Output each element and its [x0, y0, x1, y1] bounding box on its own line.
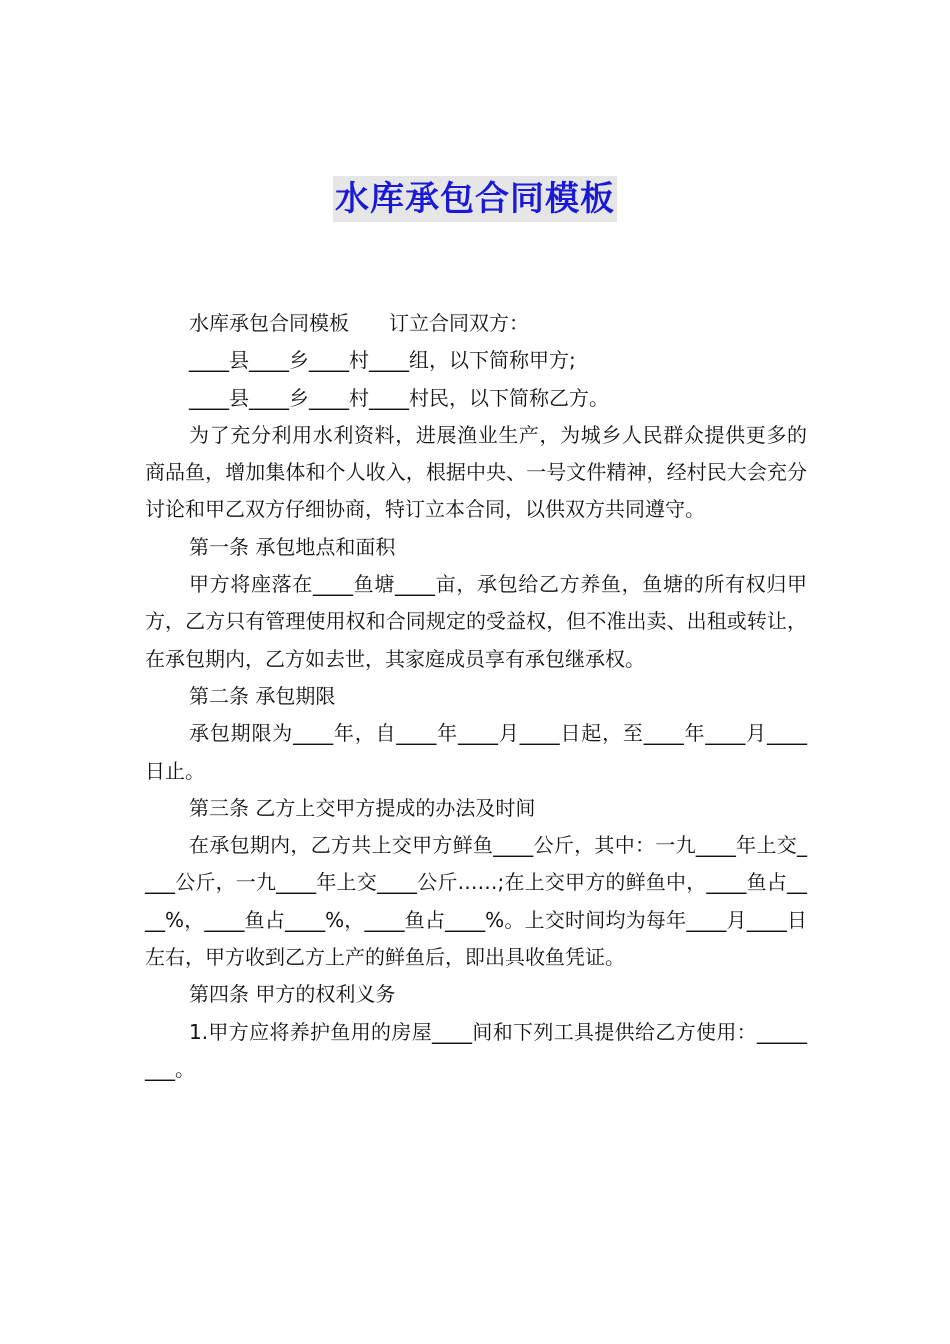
document-title: 水库承包合同模板 — [333, 176, 617, 222]
paragraph-party-b: ____县____乡____村____村民，以下简称乙方。 — [189, 385, 609, 410]
article-3-body: 在承包期内，乙方共上交甲方鲜鱼____公斤，其中：一九____年上交____公斤，一九____年上交____公斤……;在上交甲方的鲜鱼中，____鱼占____%，____鱼占____%，____鱼占____%。上交时间均为每年____月____日左右，甲方收到乙方上产的鲜鱼后，即出具收鱼凭证。 — [145, 833, 807, 970]
article-1-body: 甲方将座落在____鱼塘____亩，承包给乙方养鱼，鱼塘的所有权归甲方，乙方只有管理使用权和合同规定的受益权，但不准出卖、出租或转让，在承包期内，乙方如去世，其家庭成员享有承包继承权。 — [145, 572, 807, 671]
article-4-heading: 第四条 甲方的权利义务 — [189, 982, 396, 1007]
title-block — [0, 176, 950, 222]
article-2-body: 承包期限为____年，自____年____月____日起，至____年____月____日止。 — [145, 721, 807, 783]
paragraph-parties-heading: 水库承包合同模板 订立合同双方： — [189, 311, 529, 335]
article-1-heading: 第一条 承包地点和面积 — [189, 534, 396, 559]
document-body — [145, 305, 807, 1088]
article-2-heading: 第二条 承包期限 — [189, 683, 336, 708]
paragraph-preamble: 为了充分利用水利资料，进展渔业生产，为城乡人民群众提供更多的商品鱼，增加集体和个人收入，根据中央、一号文件精神，经村民大会充分讨论和甲乙双方仔细协商，特订立本合同，以供双方共同遵守。 — [145, 422, 807, 522]
article-4-item-1: 1.甲方应将养护鱼用的房屋____间和下列工具提供给乙方使用：________。 — [145, 1019, 807, 1081]
paragraph-party-a: ____县____乡____村____组，以下简称甲方; — [189, 348, 576, 373]
article-3-heading: 第三条 乙方上交甲方提成的办法及时间 — [189, 795, 536, 820]
